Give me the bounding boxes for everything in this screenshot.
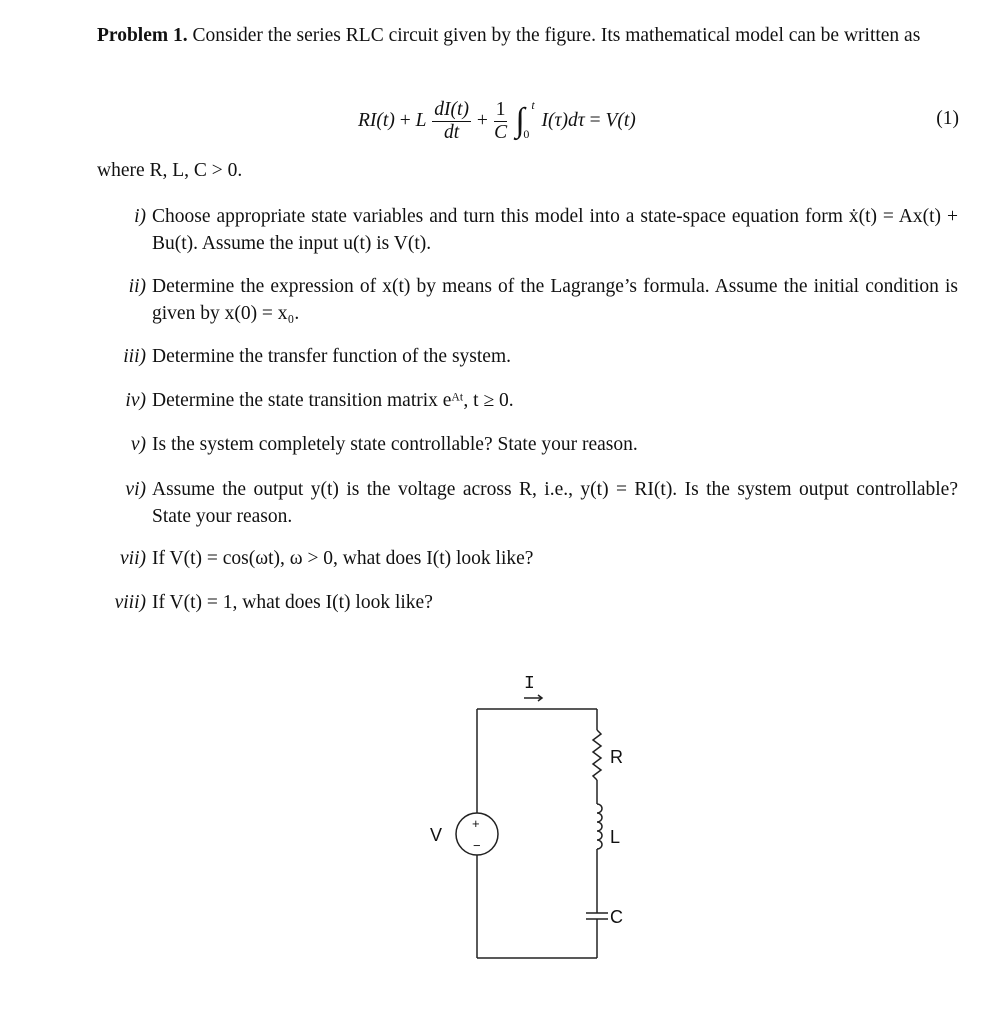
resistor-symbol: [593, 730, 601, 780]
where-condition: where R, L, C > 0.: [97, 160, 243, 181]
eq-l-coefficient: L: [415, 110, 427, 131]
capacitor-label: C: [610, 907, 623, 927]
inductor-label: L: [610, 827, 621, 847]
question-text: Assume the output y(t) is the voltage across R, i.e., y(t) = RI(t). Is the system output controllable? State your reason.: [152, 479, 958, 527]
integral-upper-limit: t: [531, 98, 535, 112]
question-label: vii): [120, 548, 146, 569]
eq-derivative-denominator: dt: [444, 121, 460, 143]
eq-fraction-numerator: 1: [495, 98, 506, 120]
question-text: Determine the expression of x(t) by means of the Lagrange’s formula. Assume the initial condition is given by x(0) = x₀.: [152, 276, 958, 324]
question-text: Determine the state transition matrix eᴬᵗ, t ≥ 0.: [152, 390, 514, 411]
problem-intro-text: Consider the series RLC circuit given by the figure. Its mathematical model can be written as: [192, 25, 921, 46]
inductor-symbol: [597, 804, 602, 849]
equation-number: (1): [936, 108, 959, 129]
rlc-circuit-diagram: [410, 660, 640, 970]
question-text: Determine the transfer function of the system.: [152, 346, 512, 367]
eq-derivative-fraction: [432, 100, 471, 143]
eq-integrand: I(τ)dτ: [541, 110, 585, 131]
question-label: ii): [128, 276, 146, 297]
eq-capacitance-fraction: [494, 100, 508, 143]
question-text: If V(t) = 1, what does I(t) look like?: [152, 592, 433, 613]
question-label: viii): [114, 592, 146, 613]
question-text: Is the system completely state controllable? State your reason.: [152, 434, 638, 455]
equation-1: [0, 96, 1001, 146]
resistor-label: R: [610, 747, 623, 767]
eq-equals: =: [589, 110, 601, 131]
eq-rhs: V(t): [605, 110, 636, 131]
circuit-svg: [410, 660, 640, 970]
question-label: iii): [123, 346, 146, 367]
question-label: vi): [125, 479, 146, 500]
question-label: iv): [125, 390, 146, 411]
source-label: V: [430, 825, 443, 845]
integral-lower-limit: 0: [523, 127, 530, 141]
integral-symbol: ∫ t 0: [515, 98, 535, 141]
problem-title: Problem 1.: [97, 25, 188, 46]
question-text: If V(t) = cos(ωt), ω > 0, what does I(t) look like?: [152, 548, 534, 569]
question-label: i): [134, 206, 146, 227]
source-plus-sign: +: [472, 816, 480, 831]
eq-plus-2: +: [476, 110, 488, 131]
source-minus-sign: −: [473, 838, 481, 853]
current-label: I: [524, 674, 535, 694]
eq-fraction-denominator: C: [494, 121, 508, 143]
eq-ri-term: RI(t): [358, 110, 395, 131]
question-label: v): [130, 434, 146, 455]
problem-intro: [97, 22, 959, 49]
question-text: Choose appropriate state variables and turn this model into a state-space equation form ẋ(t) = Ax(t) + Bu(t). Assume the input u(t) is V(t).: [152, 206, 958, 254]
eq-plus-1: +: [399, 110, 411, 131]
eq-derivative-numerator: dI(t): [434, 98, 469, 120]
